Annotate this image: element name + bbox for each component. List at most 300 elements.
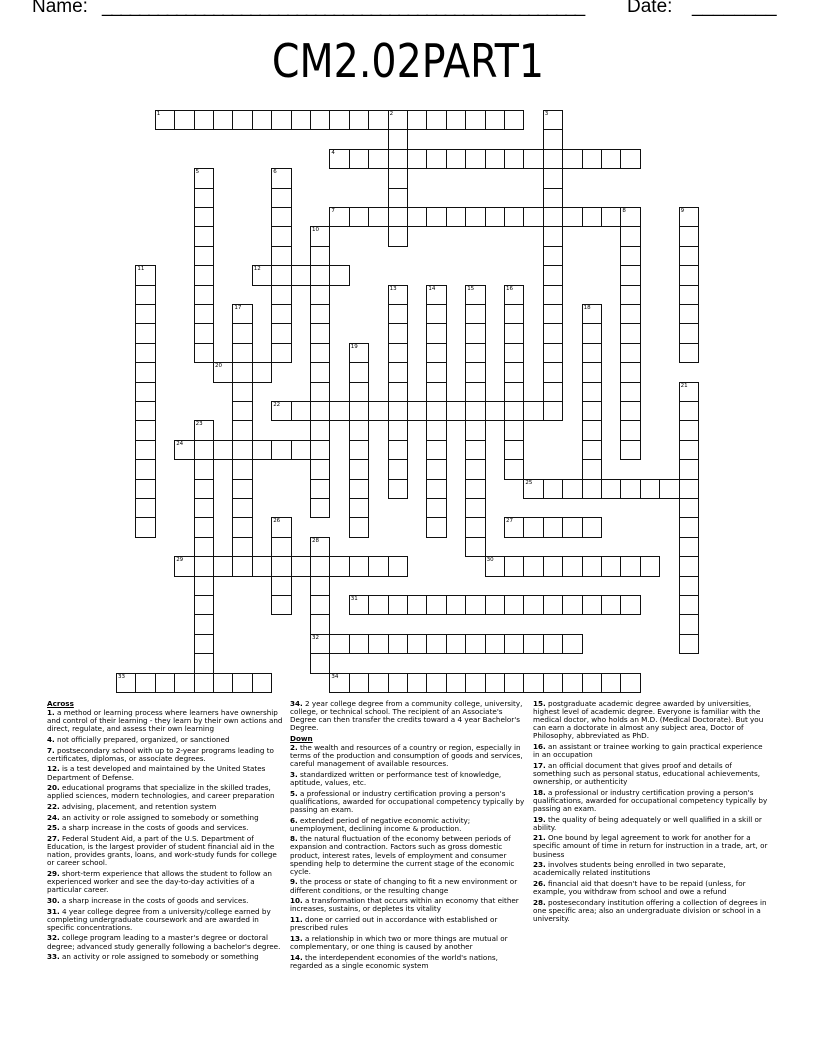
crossword-cell[interactable]	[271, 576, 291, 596]
crossword-cell[interactable]	[485, 634, 505, 654]
crossword-cell[interactable]	[504, 382, 524, 402]
crossword-cell[interactable]	[504, 673, 524, 693]
crossword-cell[interactable]	[446, 110, 466, 130]
crossword-cell[interactable]	[310, 653, 330, 673]
crossword-cell[interactable]	[194, 498, 214, 518]
crossword-cell[interactable]	[426, 420, 446, 440]
crossword-cell[interactable]	[194, 188, 214, 208]
crossword-cell[interactable]	[407, 110, 427, 130]
crossword-cell[interactable]	[446, 149, 466, 169]
crossword-cell[interactable]	[329, 265, 349, 285]
crossword-cell[interactable]	[213, 556, 233, 576]
crossword-cell[interactable]	[232, 110, 252, 130]
crossword-cell[interactable]	[562, 517, 582, 537]
crossword-cell[interactable]	[194, 517, 214, 537]
crossword-cell[interactable]	[504, 634, 524, 654]
crossword-cell[interactable]	[620, 673, 640, 693]
crossword-cell[interactable]	[329, 673, 349, 693]
crossword-cell[interactable]	[465, 362, 485, 382]
crossword-cell[interactable]	[349, 556, 369, 576]
crossword-cell[interactable]	[504, 362, 524, 382]
crossword-cell[interactable]	[426, 634, 446, 654]
crossword-cell[interactable]	[543, 207, 563, 227]
crossword-cell[interactable]	[174, 440, 194, 460]
crossword-cell[interactable]	[252, 440, 272, 460]
crossword-cell[interactable]	[679, 285, 699, 305]
crossword-cell[interactable]	[213, 673, 233, 693]
crossword-cell[interactable]	[582, 420, 602, 440]
crossword-cell[interactable]	[679, 323, 699, 343]
crossword-cell[interactable]	[465, 420, 485, 440]
crossword-cell[interactable]	[135, 304, 155, 324]
crossword-cell[interactable]	[194, 420, 214, 440]
crossword-cell[interactable]	[620, 595, 640, 615]
crossword-cell[interactable]	[349, 382, 369, 402]
crossword-cell[interactable]	[388, 634, 408, 654]
crossword-cell[interactable]	[426, 479, 446, 499]
crossword-cell[interactable]	[485, 149, 505, 169]
crossword-cell[interactable]	[388, 129, 408, 149]
crossword-cell[interactable]	[523, 479, 543, 499]
crossword-cell[interactable]	[504, 459, 524, 479]
crossword-cell[interactable]	[232, 537, 252, 557]
crossword-cell[interactable]	[271, 246, 291, 266]
crossword-cell[interactable]	[679, 343, 699, 363]
crossword-cell[interactable]	[310, 479, 330, 499]
crossword-cell[interactable]	[543, 246, 563, 266]
crossword-cell[interactable]	[135, 498, 155, 518]
crossword-cell[interactable]	[271, 304, 291, 324]
crossword-cell[interactable]	[310, 110, 330, 130]
crossword-cell[interactable]	[388, 188, 408, 208]
crossword-cell[interactable]	[310, 537, 330, 557]
crossword-cell[interactable]	[271, 110, 291, 130]
crossword-cell[interactable]	[640, 556, 660, 576]
crossword-cell[interactable]	[349, 459, 369, 479]
crossword-cell[interactable]	[582, 479, 602, 499]
crossword-cell[interactable]	[543, 304, 563, 324]
crossword-cell[interactable]	[349, 420, 369, 440]
crossword-cell[interactable]	[620, 323, 640, 343]
crossword-cell[interactable]	[194, 556, 214, 576]
crossword-cell[interactable]	[543, 265, 563, 285]
crossword-cell[interactable]	[426, 343, 446, 363]
crossword-cell[interactable]	[582, 149, 602, 169]
crossword-cell[interactable]	[310, 459, 330, 479]
crossword-cell[interactable]	[426, 149, 446, 169]
crossword-cell[interactable]	[349, 479, 369, 499]
crossword-cell[interactable]	[426, 285, 446, 305]
crossword-cell[interactable]	[194, 265, 214, 285]
crossword-cell[interactable]	[232, 479, 252, 499]
crossword-cell[interactable]	[543, 188, 563, 208]
crossword-cell[interactable]	[485, 110, 505, 130]
crossword-cell[interactable]	[620, 265, 640, 285]
crossword-cell[interactable]	[271, 556, 291, 576]
crossword-cell[interactable]	[504, 304, 524, 324]
crossword-cell[interactable]	[582, 459, 602, 479]
crossword-cell[interactable]	[194, 537, 214, 557]
crossword-cell[interactable]	[135, 420, 155, 440]
crossword-cell[interactable]	[426, 207, 446, 227]
crossword-cell[interactable]	[504, 323, 524, 343]
crossword-cell[interactable]	[310, 595, 330, 615]
crossword-cell[interactable]	[388, 673, 408, 693]
crossword-cell[interactable]	[601, 149, 621, 169]
crossword-cell[interactable]	[388, 479, 408, 499]
crossword-cell[interactable]	[543, 595, 563, 615]
crossword-cell[interactable]	[543, 168, 563, 188]
crossword-cell[interactable]	[135, 440, 155, 460]
crossword-cell[interactable]	[465, 440, 485, 460]
crossword-cell[interactable]	[407, 207, 427, 227]
crossword-cell[interactable]	[465, 459, 485, 479]
crossword-cell[interactable]	[135, 517, 155, 537]
crossword-cell[interactable]	[485, 401, 505, 421]
crossword-cell[interactable]	[194, 653, 214, 673]
crossword-cell[interactable]	[388, 285, 408, 305]
crossword-cell[interactable]	[426, 498, 446, 518]
crossword-cell[interactable]	[271, 401, 291, 421]
crossword-cell[interactable]	[232, 556, 252, 576]
crossword-cell[interactable]	[388, 420, 408, 440]
crossword-cell[interactable]	[349, 440, 369, 460]
crossword-cell[interactable]	[679, 246, 699, 266]
crossword-cell[interactable]	[135, 285, 155, 305]
crossword-cell[interactable]	[465, 498, 485, 518]
crossword-cell[interactable]	[679, 226, 699, 246]
crossword-cell[interactable]	[582, 673, 602, 693]
crossword-cell[interactable]	[504, 595, 524, 615]
crossword-cell[interactable]	[368, 634, 388, 654]
crossword-cell[interactable]	[601, 479, 621, 499]
crossword-cell[interactable]	[543, 556, 563, 576]
crossword-cell[interactable]	[232, 362, 252, 382]
crossword-cell[interactable]	[135, 265, 155, 285]
crossword-cell[interactable]	[349, 673, 369, 693]
crossword-cell[interactable]	[135, 673, 155, 693]
crossword-cell[interactable]	[679, 382, 699, 402]
crossword-cell[interactable]	[426, 517, 446, 537]
crossword-cell[interactable]	[543, 110, 563, 130]
crossword-cell[interactable]	[310, 420, 330, 440]
crossword-cell[interactable]	[271, 323, 291, 343]
crossword-cell[interactable]	[329, 634, 349, 654]
crossword-cell[interactable]	[562, 634, 582, 654]
crossword-cell[interactable]	[232, 440, 252, 460]
crossword-cell[interactable]	[465, 304, 485, 324]
crossword-cell[interactable]	[620, 343, 640, 363]
crossword-cell[interactable]	[271, 285, 291, 305]
crossword-cell[interactable]	[271, 168, 291, 188]
crossword-cell[interactable]	[679, 517, 699, 537]
crossword-cell[interactable]	[194, 168, 214, 188]
crossword-cell[interactable]	[271, 343, 291, 363]
crossword-cell[interactable]	[349, 110, 369, 130]
crossword-cell[interactable]	[135, 382, 155, 402]
crossword-cell[interactable]	[310, 246, 330, 266]
crossword-cell[interactable]	[543, 343, 563, 363]
crossword-cell[interactable]	[562, 673, 582, 693]
crossword-cell[interactable]	[349, 634, 369, 654]
crossword-cell[interactable]	[135, 343, 155, 363]
crossword-cell[interactable]	[368, 149, 388, 169]
crossword-cell[interactable]	[620, 304, 640, 324]
crossword-cell[interactable]	[679, 207, 699, 227]
crossword-cell[interactable]	[465, 110, 485, 130]
crossword-cell[interactable]	[388, 362, 408, 382]
crossword-cell[interactable]	[232, 304, 252, 324]
crossword-cell[interactable]	[504, 110, 524, 130]
crossword-cell[interactable]	[194, 595, 214, 615]
crossword-cell[interactable]	[329, 207, 349, 227]
crossword-cell[interactable]	[679, 576, 699, 596]
crossword-cell[interactable]	[465, 479, 485, 499]
crossword-cell[interactable]	[426, 382, 446, 402]
crossword-cell[interactable]	[523, 517, 543, 537]
crossword-cell[interactable]	[620, 246, 640, 266]
crossword-cell[interactable]	[523, 634, 543, 654]
crossword-cell[interactable]	[465, 343, 485, 363]
crossword-cell[interactable]	[310, 304, 330, 324]
crossword-cell[interactable]	[252, 673, 272, 693]
crossword-cell[interactable]	[485, 673, 505, 693]
crossword-cell[interactable]	[543, 382, 563, 402]
crossword-cell[interactable]	[310, 362, 330, 382]
crossword-cell[interactable]	[310, 382, 330, 402]
crossword-cell[interactable]	[543, 323, 563, 343]
crossword-cell[interactable]	[388, 595, 408, 615]
crossword-cell[interactable]	[679, 634, 699, 654]
crossword-cell[interactable]	[659, 479, 679, 499]
crossword-cell[interactable]	[523, 207, 543, 227]
crossword-cell[interactable]	[388, 556, 408, 576]
crossword-cell[interactable]	[232, 323, 252, 343]
crossword-cell[interactable]	[543, 673, 563, 693]
crossword-cell[interactable]	[291, 440, 311, 460]
crossword-cell[interactable]	[232, 673, 252, 693]
crossword-cell[interactable]	[562, 595, 582, 615]
crossword-cell[interactable]	[194, 110, 214, 130]
crossword-cell[interactable]	[582, 207, 602, 227]
crossword-cell[interactable]	[388, 401, 408, 421]
crossword-cell[interactable]	[504, 343, 524, 363]
crossword-cell[interactable]	[679, 498, 699, 518]
crossword-cell[interactable]	[194, 576, 214, 596]
crossword-cell[interactable]	[465, 149, 485, 169]
crossword-cell[interactable]	[465, 207, 485, 227]
crossword-cell[interactable]	[349, 498, 369, 518]
crossword-cell[interactable]	[426, 401, 446, 421]
crossword-cell[interactable]	[368, 207, 388, 227]
crossword-cell[interactable]	[135, 362, 155, 382]
crossword-cell[interactable]	[368, 673, 388, 693]
crossword-cell[interactable]	[349, 343, 369, 363]
crossword-cell[interactable]	[679, 614, 699, 634]
crossword-cell[interactable]	[349, 149, 369, 169]
crossword-cell[interactable]	[426, 595, 446, 615]
crossword-cell[interactable]	[465, 517, 485, 537]
crossword-cell[interactable]	[485, 595, 505, 615]
crossword-cell[interactable]	[135, 401, 155, 421]
crossword-cell[interactable]	[620, 420, 640, 440]
crossword-cell[interactable]	[504, 517, 524, 537]
crossword-cell[interactable]	[562, 479, 582, 499]
crossword-cell[interactable]	[310, 285, 330, 305]
crossword-cell[interactable]	[388, 149, 408, 169]
crossword-cell[interactable]	[504, 556, 524, 576]
crossword-cell[interactable]	[582, 323, 602, 343]
crossword-cell[interactable]	[291, 110, 311, 130]
crossword-cell[interactable]	[388, 323, 408, 343]
date-field[interactable]: ________	[692, 0, 777, 17]
crossword-cell[interactable]	[310, 323, 330, 343]
crossword-cell[interactable]	[368, 595, 388, 615]
crossword-cell[interactable]	[349, 595, 369, 615]
crossword-cell[interactable]	[368, 110, 388, 130]
crossword-cell[interactable]	[640, 479, 660, 499]
crossword-cell[interactable]	[388, 226, 408, 246]
name-field[interactable]: ____________________________________________________	[102, 0, 584, 17]
crossword-cell[interactable]	[232, 382, 252, 402]
crossword-cell[interactable]	[543, 634, 563, 654]
crossword-cell[interactable]	[620, 362, 640, 382]
crossword-cell[interactable]	[465, 673, 485, 693]
crossword-cell[interactable]	[446, 595, 466, 615]
crossword-cell[interactable]	[232, 420, 252, 440]
crossword-cell[interactable]	[679, 304, 699, 324]
crossword-cell[interactable]	[582, 382, 602, 402]
crossword-cell[interactable]	[679, 595, 699, 615]
crossword-cell[interactable]	[601, 595, 621, 615]
crossword-cell[interactable]	[388, 207, 408, 227]
crossword-cell[interactable]	[194, 226, 214, 246]
crossword-cell[interactable]	[426, 459, 446, 479]
crossword-cell[interactable]	[310, 498, 330, 518]
crossword-cell[interactable]	[679, 556, 699, 576]
crossword-cell[interactable]	[271, 440, 291, 460]
crossword-cell[interactable]	[194, 614, 214, 634]
crossword-cell[interactable]	[174, 110, 194, 130]
crossword-cell[interactable]	[194, 323, 214, 343]
crossword-cell[interactable]	[582, 595, 602, 615]
crossword-cell[interactable]	[194, 304, 214, 324]
crossword-cell[interactable]	[679, 537, 699, 557]
crossword-cell[interactable]	[601, 207, 621, 227]
crossword-cell[interactable]	[679, 401, 699, 421]
crossword-cell[interactable]	[252, 556, 272, 576]
crossword-cell[interactable]	[310, 226, 330, 246]
crossword-cell[interactable]	[252, 362, 272, 382]
crossword-cell[interactable]	[582, 517, 602, 537]
crossword-cell[interactable]	[465, 401, 485, 421]
crossword-cell[interactable]	[232, 498, 252, 518]
crossword-cell[interactable]	[349, 401, 369, 421]
crossword-cell[interactable]	[504, 440, 524, 460]
crossword-cell[interactable]	[465, 595, 485, 615]
crossword-cell[interactable]	[601, 556, 621, 576]
crossword-cell[interactable]	[194, 634, 214, 654]
crossword-cell[interactable]	[679, 459, 699, 479]
crossword-cell[interactable]	[601, 673, 621, 693]
crossword-cell[interactable]	[368, 401, 388, 421]
crossword-cell[interactable]	[407, 401, 427, 421]
crossword-cell[interactable]	[271, 265, 291, 285]
crossword-cell[interactable]	[271, 207, 291, 227]
crossword-cell[interactable]	[310, 401, 330, 421]
crossword-cell[interactable]	[679, 440, 699, 460]
crossword-cell[interactable]	[291, 401, 311, 421]
crossword-cell[interactable]	[174, 673, 194, 693]
crossword-cell[interactable]	[329, 149, 349, 169]
crossword-cell[interactable]	[582, 362, 602, 382]
crossword-cell[interactable]	[582, 401, 602, 421]
crossword-cell[interactable]	[213, 440, 233, 460]
crossword-cell[interactable]	[271, 517, 291, 537]
crossword-cell[interactable]	[582, 440, 602, 460]
crossword-cell[interactable]	[523, 673, 543, 693]
crossword-cell[interactable]	[407, 673, 427, 693]
crossword-cell[interactable]	[407, 595, 427, 615]
crossword-cell[interactable]	[291, 265, 311, 285]
crossword-cell[interactable]	[194, 673, 214, 693]
crossword-cell[interactable]	[504, 285, 524, 305]
crossword-cell[interactable]	[271, 188, 291, 208]
crossword-cell[interactable]	[252, 265, 272, 285]
crossword-cell[interactable]	[562, 149, 582, 169]
crossword-cell[interactable]	[465, 285, 485, 305]
crossword-cell[interactable]	[523, 595, 543, 615]
crossword-cell[interactable]	[523, 401, 543, 421]
crossword-cell[interactable]	[504, 401, 524, 421]
crossword-cell[interactable]	[543, 129, 563, 149]
crossword-cell[interactable]	[388, 168, 408, 188]
crossword-cell[interactable]	[504, 149, 524, 169]
crossword-cell[interactable]	[620, 285, 640, 305]
crossword-cell[interactable]	[194, 459, 214, 479]
crossword-cell[interactable]	[310, 614, 330, 634]
crossword-cell[interactable]	[135, 479, 155, 499]
crossword-cell[interactable]	[426, 440, 446, 460]
crossword-cell[interactable]	[407, 149, 427, 169]
crossword-cell[interactable]	[388, 459, 408, 479]
crossword-cell[interactable]	[543, 362, 563, 382]
crossword-cell[interactable]	[388, 110, 408, 130]
crossword-cell[interactable]	[116, 673, 136, 693]
crossword-cell[interactable]	[426, 110, 446, 130]
crossword-cell[interactable]	[349, 517, 369, 537]
crossword-cell[interactable]	[388, 382, 408, 402]
crossword-cell[interactable]	[465, 634, 485, 654]
crossword-cell[interactable]	[271, 226, 291, 246]
crossword-cell[interactable]	[679, 479, 699, 499]
crossword-cell[interactable]	[310, 343, 330, 363]
crossword-cell[interactable]	[543, 479, 563, 499]
crossword-cell[interactable]	[620, 149, 640, 169]
crossword-cell[interactable]	[291, 556, 311, 576]
crossword-cell[interactable]	[271, 595, 291, 615]
crossword-cell[interactable]	[194, 440, 214, 460]
crossword-cell[interactable]	[329, 110, 349, 130]
crossword-cell[interactable]	[388, 343, 408, 363]
crossword-cell[interactable]	[620, 479, 640, 499]
crossword-cell[interactable]	[407, 634, 427, 654]
crossword-cell[interactable]	[523, 556, 543, 576]
crossword-cell[interactable]	[232, 517, 252, 537]
crossword-cell[interactable]	[194, 285, 214, 305]
crossword-cell[interactable]	[679, 420, 699, 440]
crossword-cell[interactable]	[155, 110, 175, 130]
